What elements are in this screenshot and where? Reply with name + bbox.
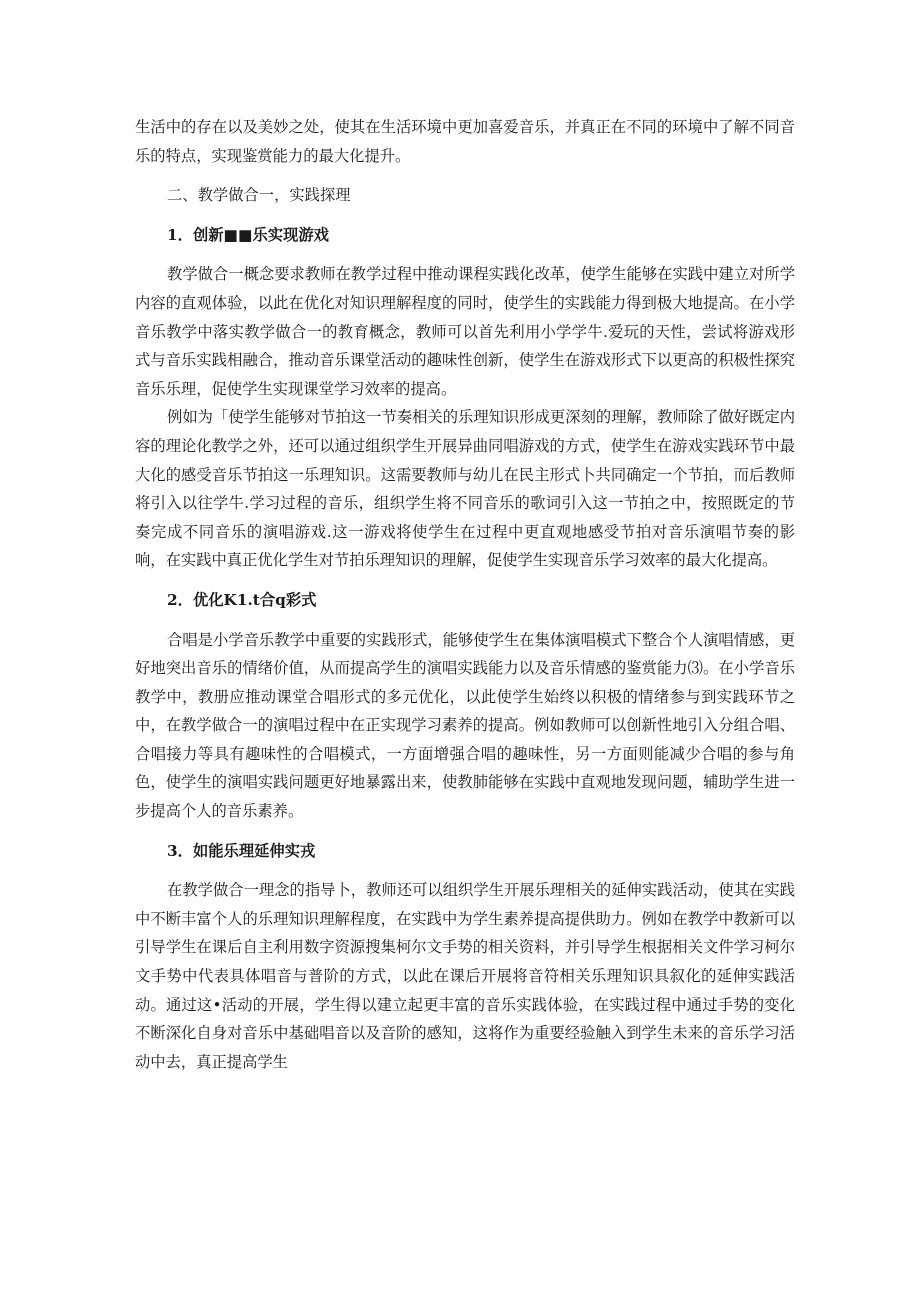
document-page <box>135 113 795 1283</box>
spacer <box>135 615 795 626</box>
spacer <box>135 865 795 876</box>
paragraph-intro-continuation: 生活中的存在以及美妙之处，使其在生活环境中更加喜爱音乐，并真正在不同的环境中了解不同音乐的特点，实现鉴赏能力的最大化提升。 <box>135 118 795 165</box>
section-heading-2: 二、教学做合一，实践探理 <box>167 186 351 205</box>
spacer <box>135 170 795 181</box>
subheading-2: 2．优化K1.t合q彩式 <box>167 590 317 609</box>
subheading-3: 3．如能乐理延伸实戎 <box>167 841 316 860</box>
paragraph-2: 例如为「使学生能够对节拍这一节奏相关的乐理知识形成更深刻的理解，教师除了做好既定内容的理论化教学之外，还可以通过组织学生开展异曲同唱游戏的方式，使学生在游戏实践环节中最大化的感受音乐节拍这一乐理知识。这需要教师与幼儿在民主形式卜共同确定一个节拍，而后教师将引入以往学牛.学习过程的音乐，组织学生将不同音乐的歌词引入这一节拍之中，按照既定的节奏完成不同音乐的演唱游戏.这一游戏将使学生在过程中更直观地感受节拍对音乐演唱节奏的影响，在实践中真正优化学生对节拍乐理知识的理解，促使学生实现音乐学习效率的最大化提高。 <box>135 408 795 570</box>
paragraph-3: 合唱是小学音乐教学中重要的实践形式，能够使学生在集体演唱模式下整合个人演唱情感，更好地突出音乐的情绪价值，从而提高学生的演唱实践能力以及音乐情感的鉴赏能力⑶。在小学音乐教学中，教册应推动课堂合唱形式的多元优化，以此使学生始终以积极的情绪参与到实践环节之中，在教学做合一的演唱过程中在正实现学习素养的提高。例如教师可以创新性地引入分组合唱、合唱接力等具有趣味性的合唱模式，一方面增强合唱的趣味性，另一方面则能减少合唱的参与角色，使学生的演唱实践问题更好地暴露出来，使教肺能够在实践中直观地发现问题，辅助学生进一步提高个人的音乐素养。 <box>135 630 795 821</box>
paragraph-4: 在教学做合一理念的指导卜，教师还可以组织学生开展乐理相关的延伸实践活动，使其在实践中不断丰富个人的乐理知识理解程度，在实践中为学生素养提高提供助力。例如在教学中教新可以引导学生在课后自主利用数字资源搜集柯尔文手势的相关资料，并引导学生根据相关文件学习柯尔文手势中代表具体唱音与普阶的方式，以此在课后开展将音符相关乐理知识具叙化的延伸实践活动。通过这•活动的开展，学生得以建立起更丰富的音乐实践体验，在实践过程中通过手势的变化不断深化自身对音乐中基础唱音以及音阶的感知，这将作为重要经验触入到学生未来的音乐学习活动中去，真正提高学生 <box>135 881 795 1071</box>
spacer <box>135 575 795 586</box>
spacer <box>135 210 795 221</box>
subheading-1: 1．创新■■乐实现游戏 <box>167 225 329 244</box>
spacer <box>135 249 795 260</box>
spacer <box>135 826 795 837</box>
paragraph-1: 教学做合一概念要求教师在教学过程中推动课程实践化改革，使学生能够在实践中建立对所学内容的直观体验，以此在优化对知识理解程度的同时，使学生的实践能力得到极大地提高。在小学音乐教学中落实教学做合一的教育概念，教师可以首先利用小学学牛.爱玩的天性，尝试将游戏形式与音乐实践相融合，推动音乐课堂活动的趣味性创新，使学生在游戏形式下以更高的积极性探究音乐乐理，促使学生实现课堂学习效率的提高。 <box>135 265 795 398</box>
